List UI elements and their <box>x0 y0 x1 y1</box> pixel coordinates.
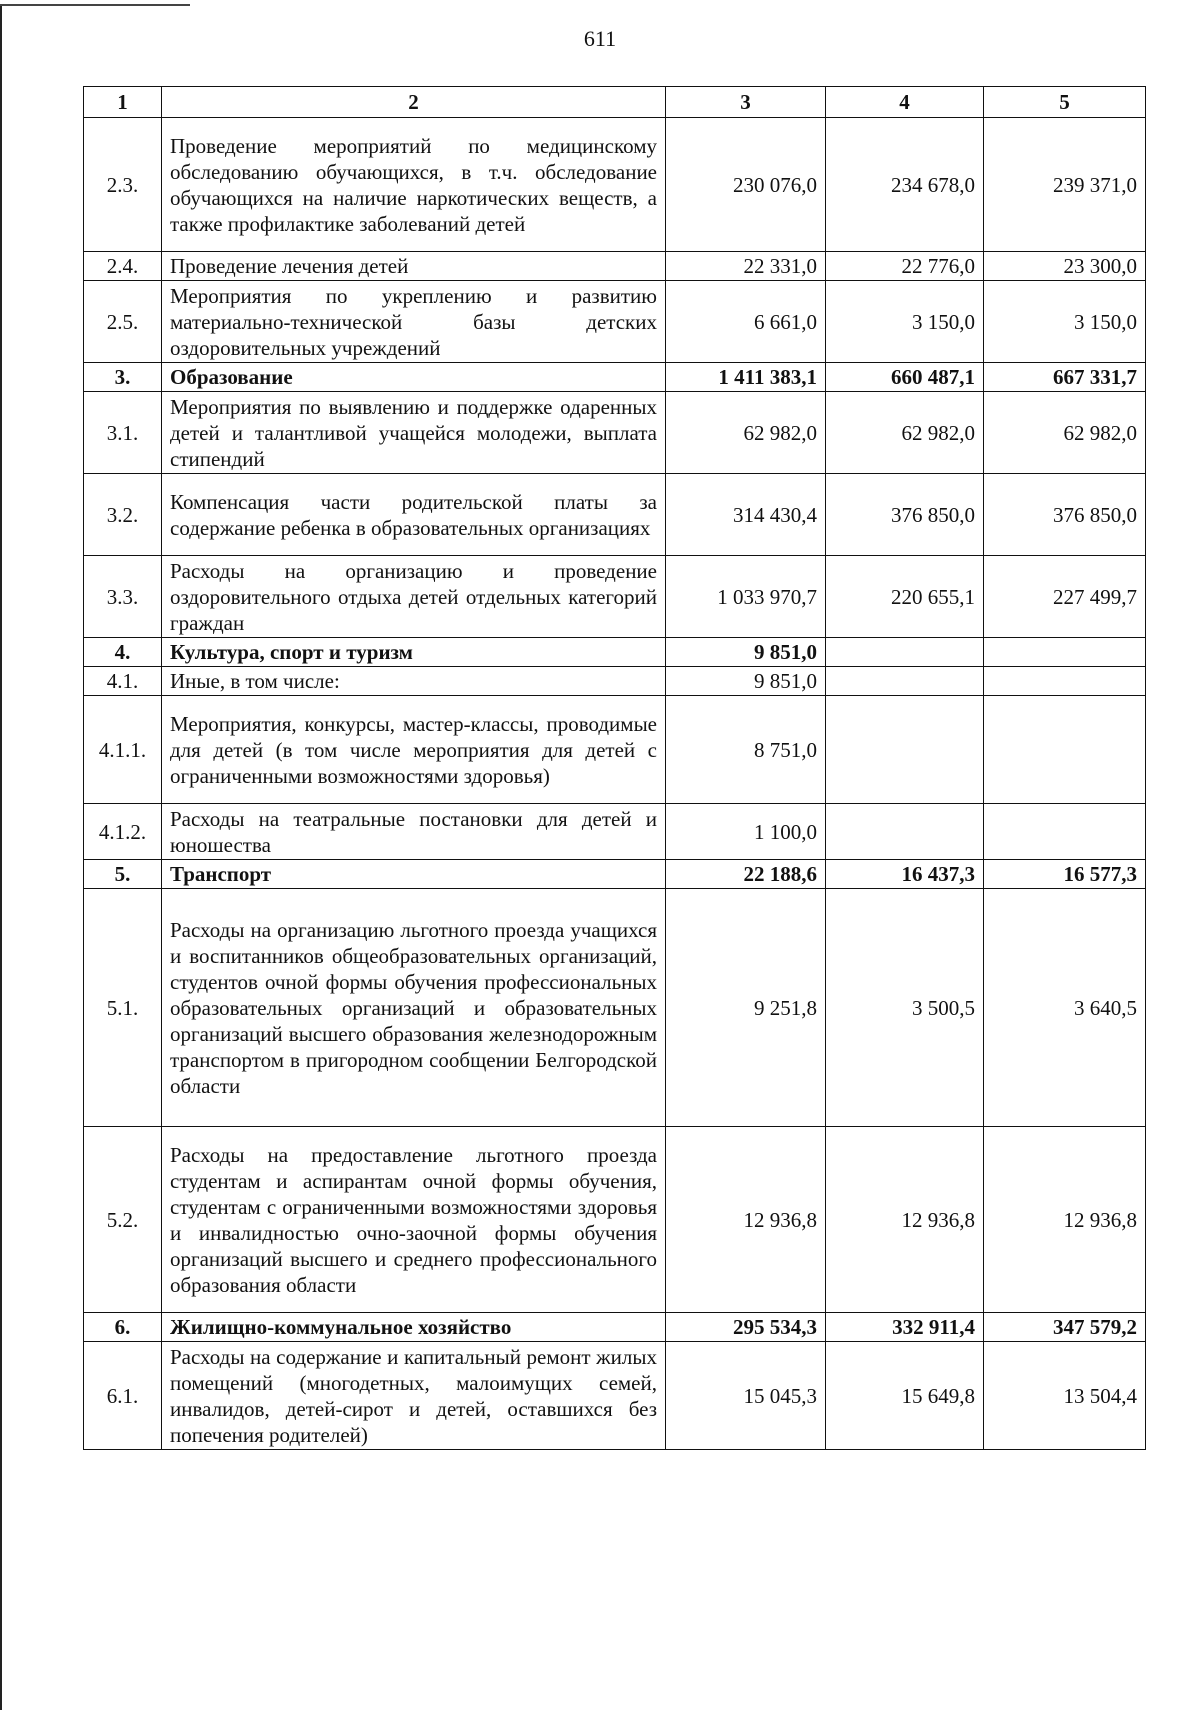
value-col-4: 3 150,0 <box>826 281 984 363</box>
value-col-5: 667 331,7 <box>984 363 1146 392</box>
column-header-1: 1 <box>84 87 162 118</box>
section-row-housing <box>84 1313 1146 1342</box>
value-col-5 <box>984 638 1146 667</box>
value-col-4 <box>826 667 984 696</box>
table-header-row <box>84 87 1146 118</box>
value-col-5: 347 579,2 <box>984 1313 1146 1342</box>
scan-edge-left <box>0 4 2 1710</box>
value-col-5: 3 640,5 <box>984 889 1146 1127</box>
value-col-5: 16 577,3 <box>984 860 1146 889</box>
value-col-5 <box>984 667 1146 696</box>
table-row <box>84 804 1146 860</box>
value-col-4: 22 776,0 <box>826 252 984 281</box>
value-col-4 <box>826 638 984 667</box>
value-col-5: 227 499,7 <box>984 556 1146 638</box>
value-col-3: 15 045,3 <box>666 1342 826 1450</box>
column-header-2: 2 <box>162 87 666 118</box>
value-col-4: 3 500,5 <box>826 889 984 1127</box>
value-col-3: 22 188,6 <box>666 860 826 889</box>
table-row <box>84 1127 1146 1313</box>
value-col-4: 332 911,4 <box>826 1313 984 1342</box>
row-number: 3.1. <box>84 392 162 474</box>
row-description: Компенсация части родительской платы за содержание ребенка в образовательных организациях <box>162 474 666 556</box>
row-description: Расходы на организацию льготного проезда учащихся и воспитанников общеобразовательных организаций, студентов очной формы обучения профессиональных образовательных организаций и образовательных организаций высшего образования железнодорожным транспортом в пригородном сообщении Белгородской области <box>162 889 666 1127</box>
row-number: 4.1.2. <box>84 804 162 860</box>
value-col-4: 660 487,1 <box>826 363 984 392</box>
table-row <box>84 1342 1146 1450</box>
row-number: 4.1.1. <box>84 696 162 804</box>
row-description: Мероприятия по укреплению и развитию материально-технической базы детских оздоровительных учреждений <box>162 281 666 363</box>
table-row <box>84 392 1146 474</box>
value-col-5: 62 982,0 <box>984 392 1146 474</box>
row-number: 5.2. <box>84 1127 162 1313</box>
row-number: 2.4. <box>84 252 162 281</box>
value-col-3: 9 851,0 <box>666 638 826 667</box>
value-col-4 <box>826 804 984 860</box>
value-col-3: 62 982,0 <box>666 392 826 474</box>
value-col-5: 3 150,0 <box>984 281 1146 363</box>
table-row <box>84 118 1146 252</box>
table-row <box>84 252 1146 281</box>
table-row <box>84 556 1146 638</box>
table-row <box>84 667 1146 696</box>
row-number: 4. <box>84 638 162 667</box>
table-row <box>84 281 1146 363</box>
value-col-4 <box>826 696 984 804</box>
row-number: 3.2. <box>84 474 162 556</box>
budget-table <box>83 86 1146 1450</box>
section-row-education <box>84 363 1146 392</box>
value-col-4: 376 850,0 <box>826 474 984 556</box>
row-description: Мероприятия, конкурсы, мастер-классы, проводимые для детей (в том числе мероприятия для детей с ограниченными возможностями здоровья) <box>162 696 666 804</box>
value-col-3: 314 430,4 <box>666 474 826 556</box>
value-col-3: 295 534,3 <box>666 1313 826 1342</box>
value-col-5 <box>984 696 1146 804</box>
value-col-4: 15 649,8 <box>826 1342 984 1450</box>
row-number: 4.1. <box>84 667 162 696</box>
value-col-4: 220 655,1 <box>826 556 984 638</box>
value-col-3: 230 076,0 <box>666 118 826 252</box>
value-col-3: 9 851,0 <box>666 667 826 696</box>
row-description: Проведение мероприятий по медицинскому обследованию обучающихся, в т.ч. обследование обучающихся на наличие наркотических веществ, а также профилактике заболеваний детей <box>162 118 666 252</box>
value-col-4: 234 678,0 <box>826 118 984 252</box>
value-col-5: 12 936,8 <box>984 1127 1146 1313</box>
column-header-3: 3 <box>666 87 826 118</box>
row-number: 2.3. <box>84 118 162 252</box>
value-col-3: 9 251,8 <box>666 889 826 1127</box>
section-title: Культура, спорт и туризм <box>162 638 666 667</box>
row-description: Мероприятия по выявлению и поддержке одаренных детей и талантливой учащейся молодежи, выплата стипендий <box>162 392 666 474</box>
section-row-culture <box>84 638 1146 667</box>
value-col-3: 1 100,0 <box>666 804 826 860</box>
page-number: 611 <box>583 26 617 51</box>
value-col-3: 22 331,0 <box>666 252 826 281</box>
value-col-3: 8 751,0 <box>666 696 826 804</box>
row-description: Расходы на театральные постановки для детей и юношества <box>162 804 666 860</box>
value-col-4: 12 936,8 <box>826 1127 984 1313</box>
row-number: 5.1. <box>84 889 162 1127</box>
value-col-3: 1 411 383,1 <box>666 363 826 392</box>
table-row <box>84 474 1146 556</box>
section-row-transport <box>84 860 1146 889</box>
row-number: 3. <box>84 363 162 392</box>
scan-edge-top <box>0 4 190 6</box>
table-row <box>84 696 1146 804</box>
column-header-5: 5 <box>984 87 1146 118</box>
row-description: Расходы на предоставление льготного проезда студентам и аспирантам очной формы обучения, студентам с ограниченными возможностями здоровья и инвалидностью очно-заочной формы обучения организаций высшего и среднего профессионального образования области <box>162 1127 666 1313</box>
row-description: Проведение лечения детей <box>162 252 666 281</box>
row-description: Иные, в том числе: <box>162 667 666 696</box>
value-col-5: 239 371,0 <box>984 118 1146 252</box>
value-col-5 <box>984 804 1146 860</box>
value-col-4: 16 437,3 <box>826 860 984 889</box>
row-number: 6. <box>84 1313 162 1342</box>
row-description: Расходы на содержание и капитальный ремонт жилых помещений (многодетных, малоимущих семей, инвалидов, детей-сирот и детей, оставшихся без попечения родителей) <box>162 1342 666 1450</box>
row-number: 6.1. <box>84 1342 162 1450</box>
row-number: 5. <box>84 860 162 889</box>
section-title: Транспорт <box>162 860 666 889</box>
value-col-5: 376 850,0 <box>984 474 1146 556</box>
value-col-5: 13 504,4 <box>984 1342 1146 1450</box>
section-title: Жилищно-коммунальное хозяйство <box>162 1313 666 1342</box>
row-number: 3.3. <box>84 556 162 638</box>
value-col-4: 62 982,0 <box>826 392 984 474</box>
row-number: 2.5. <box>84 281 162 363</box>
column-header-4: 4 <box>826 87 984 118</box>
row-description: Расходы на организацию и проведение оздоровительного отдыха детей отдельных категорий граждан <box>162 556 666 638</box>
value-col-3: 12 936,8 <box>666 1127 826 1313</box>
value-col-3: 6 661,0 <box>666 281 826 363</box>
value-col-5: 23 300,0 <box>984 252 1146 281</box>
value-col-3: 1 033 970,7 <box>666 556 826 638</box>
table-row <box>84 889 1146 1127</box>
section-title: Образование <box>162 363 666 392</box>
